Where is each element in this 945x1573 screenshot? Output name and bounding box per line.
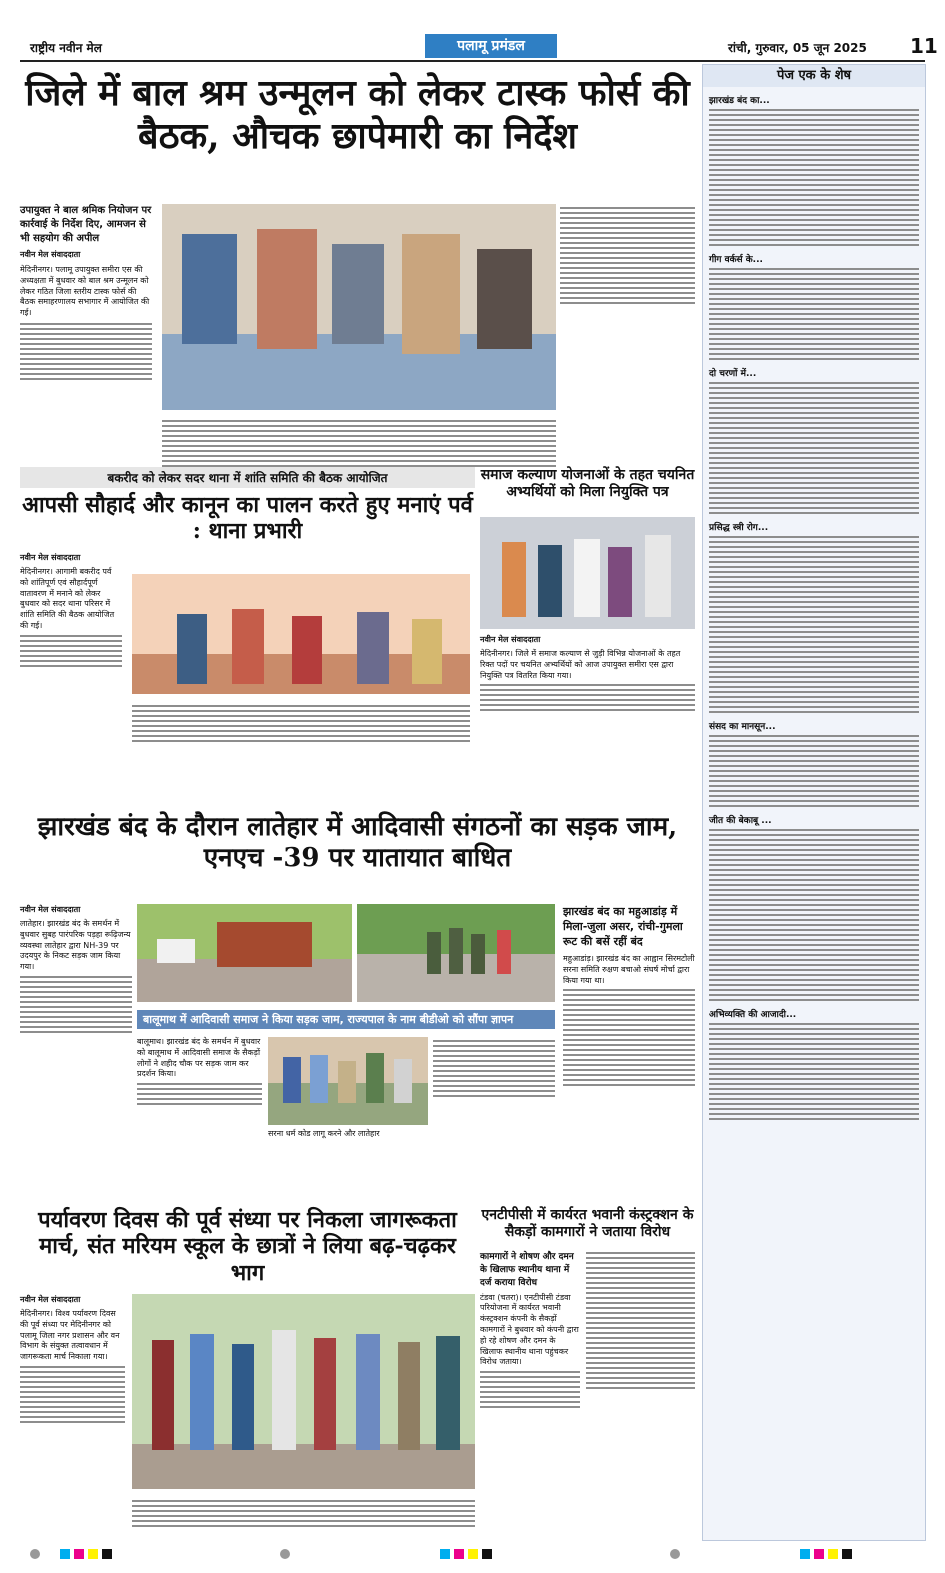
story1-right-column bbox=[560, 204, 695, 307]
story2-kicker: बकरीद को लेकर सदर थाना में शांति समिति की बैठक आयोजित bbox=[20, 467, 475, 488]
story2-body bbox=[132, 702, 470, 745]
story6-body bbox=[132, 1497, 475, 1530]
sidebar-text-lines bbox=[709, 268, 919, 360]
story1-sidebar bbox=[20, 202, 152, 383]
sidebar-text-lines bbox=[709, 536, 919, 713]
masthead bbox=[20, 34, 938, 62]
story6-headline: पर्यावरण दिवस की पूर्व संध्या पर निकला जागरूकता मार्च, संत मरियम स्कूल के छात्रों ने लिया बढ़-चढ़कर भाग bbox=[38, 1207, 457, 1286]
story2-byline: नवीन मेल संवाददाता bbox=[20, 553, 81, 562]
story4-column1 bbox=[20, 904, 132, 1036]
registration-mark bbox=[670, 1549, 680, 1559]
story2-column1 bbox=[20, 552, 122, 670]
story3-photo bbox=[480, 517, 695, 629]
color-bar bbox=[440, 1549, 492, 1559]
story1-photo bbox=[162, 204, 556, 410]
story6-byline: नवीन मेल संवाददाता bbox=[20, 1295, 81, 1304]
story3-headline: समाज कल्याण योजनाओं के तहत चयनित अभ्यर्थियों को मिला नियुक्ति पत्र bbox=[480, 467, 695, 500]
story5-body bbox=[433, 1037, 555, 1100]
story5-lead-column bbox=[137, 1037, 262, 1108]
registration-mark bbox=[30, 1549, 40, 1559]
sidebar-text-lines bbox=[709, 109, 919, 246]
story4-headline: झारखंड बंद के दौरान लातेहार में आदिवासी संगठनों का सड़क जाम, एनएच -39 पर यातायात बाधित bbox=[37, 812, 678, 874]
section-tag: पलामू प्रमंडल bbox=[425, 34, 557, 58]
sidebar-text-lines bbox=[709, 735, 919, 807]
page-number: 11 bbox=[910, 34, 938, 58]
story3-lead: मेदिनीनगर। जिले में समाज कल्याण से जुड़ी विभिन्न योजनाओं के तहत रिक्त पदों पर चयनित अभ्यर्थियों को आज उपायुक्त समीरा एस द्वारा नियुक्ति पत्र वितरित किया गया। bbox=[480, 649, 681, 680]
story1-body-columns bbox=[162, 417, 556, 470]
sidebar-section-2: दो चरणों में... bbox=[709, 369, 757, 379]
story7-headline: एनटीपीसी में कार्यरत भवानी कंस्ट्रक्शन के सैकड़ों कामगारों ने जताया विरोध bbox=[481, 1207, 694, 1240]
story3-byline: नवीन मेल संवाददाता bbox=[480, 635, 541, 644]
story1-lead: मेदिनीनगर। पलामू उपायुक्त समीरा एस की अध्यक्षता में बुधवार को बाल श्रम उन्मूलन को लेकर गठित जिला स्तरीय टास्क फोर्स की बैठक समाहरणालय सभागार में आयोजित की गई। bbox=[20, 265, 150, 318]
sidebar-section-3: प्रसिद्ध स्त्री रोग... bbox=[709, 523, 769, 533]
sidebar-section-5: जीत की बेकाबू ... bbox=[709, 816, 772, 826]
sidebar-section-4: संसद का मानसून... bbox=[709, 722, 776, 732]
story7 bbox=[480, 1207, 695, 1411]
story1-text-lines bbox=[20, 323, 152, 380]
registration-mark bbox=[280, 1549, 290, 1559]
story1-byline: नवीन मेल संवाददाता bbox=[20, 250, 81, 259]
continuation-sidebar bbox=[702, 64, 926, 1541]
sidebar-section-0: झारखंड बंद का... bbox=[709, 96, 770, 106]
sidebar-text-lines bbox=[709, 1023, 919, 1120]
story5-caption: सरना धर्म कोड लागू करने और लातेहार bbox=[268, 1129, 380, 1138]
story7-highlight: कामगारों ने शोषण और दमन के खिलाफ स्थानीय थाना में दर्ज कराया विरोध bbox=[480, 1251, 574, 1288]
story1-highlight: उपायुक्त ने बाल श्रमिक नियोजन पर कार्रवाई के निर्देश दिए, आमजन से भी सहयोग की अपील bbox=[20, 205, 152, 244]
story6-column1 bbox=[20, 1294, 125, 1426]
story4-byline: नवीन मेल संवाददाता bbox=[20, 905, 81, 914]
story6-photo bbox=[132, 1294, 475, 1489]
sidebar-section-1: गीग वर्कर्स के... bbox=[709, 255, 763, 265]
sidebar-section-6: अभिव्यक्ति की आजादी... bbox=[709, 1010, 797, 1020]
color-bar bbox=[800, 1549, 852, 1559]
story5-lead: बालूमाथ। झारखंड बंद के समर्थन में बुधवार को बालूमाथ में आदिवासी समाज के सैकड़ों लोगों ने शहीद चौक पर सड़क जाम कर प्रदर्शन किया। bbox=[137, 1037, 261, 1079]
story4-photo1 bbox=[137, 904, 352, 1002]
color-bar bbox=[60, 1549, 112, 1559]
story3-body bbox=[480, 634, 695, 714]
story7-lead: टंडवा (चतरा)। एनटीपीसी टंडवा परियोजना में कार्यरत भवानी कंस्ट्रक्शन कंपनी के सैकड़ों कामगारों ने बुधवार को कंपनी द्वारा हो रहे शोषण और दमन के खिलाफ स्थानीय थाना पहुंचकर विरोध जताया। bbox=[480, 1292, 579, 1367]
story2-lead: मेदिनीनगर। आगामी बकरीद पर्व को शांतिपूर्ण एवं सौहार्दपूर्ण वातावरण में मनाने को लेकर बुधवार को सदर थाना परिसर में शांति समिति की बैठक आयोजित की गई। bbox=[20, 567, 115, 630]
story7-body bbox=[586, 1249, 695, 1412]
story4-photo2 bbox=[357, 904, 555, 1002]
story5-photo bbox=[268, 1037, 428, 1125]
story4-sidebar bbox=[563, 904, 695, 1089]
print-marks bbox=[20, 1543, 925, 1567]
story2-photo bbox=[132, 574, 470, 694]
sidebar-text-lines bbox=[709, 829, 919, 1001]
issue-date: रांची, गुरुवार, 05 जून 2025 bbox=[728, 41, 867, 55]
continuation-title: पेज एक के शेष bbox=[703, 65, 925, 87]
story4-side-lead: महुआडांड़। झारखंड बंद का आह्वान सिरमटोली सरना समिति रुक्षण बचाओ संघर्ष मोर्चा द्वारा किया गया था। bbox=[563, 954, 695, 985]
publication-name: राष्ट्रीय नवीन मेल bbox=[30, 41, 102, 55]
story5-strip: बालूमाथ में आदिवासी समाज ने किया सड़क जाम, राज्यपाल के नाम बीडीओ को सौंपा ज्ञापन bbox=[137, 1010, 555, 1029]
story1-headline: जिले में बाल श्रम उन्मूलन को लेकर टास्क फोर्स की बैठक, औचक छापेमारी का निर्देश bbox=[25, 72, 690, 158]
story4-side-headline: झारखंड बंद का महुआडांड़ में मिला-जुला असर, रांची-गुमला रूट की बसें रहीं बंद bbox=[563, 905, 683, 948]
story2-headline: आपसी सौहार्द और कानून का पालन करते हुए मनाएं पर्व : थाना प्रभारी bbox=[22, 492, 473, 545]
story4-lead: लातेहार। झारखंड बंद के समर्थन में बुधवार सुबह पारंपरिक पड़हा रूढ़िजन्य व्यवस्था लातेहार द्वारा NH-39 पर उदयपुर के निकट सड़क जाम किया गया। bbox=[20, 919, 131, 972]
story6-lead: मेदिनीनगर। विश्व पर्यावरण दिवस की पूर्व संध्या पर मेदिनीनगर को पलामू जिला नगर प्रशासन और वन विभाग के संयुक्त तत्वावधान में जागरूकता मार्च निकाला गया। bbox=[20, 1309, 120, 1362]
sidebar-text-lines bbox=[709, 382, 919, 514]
